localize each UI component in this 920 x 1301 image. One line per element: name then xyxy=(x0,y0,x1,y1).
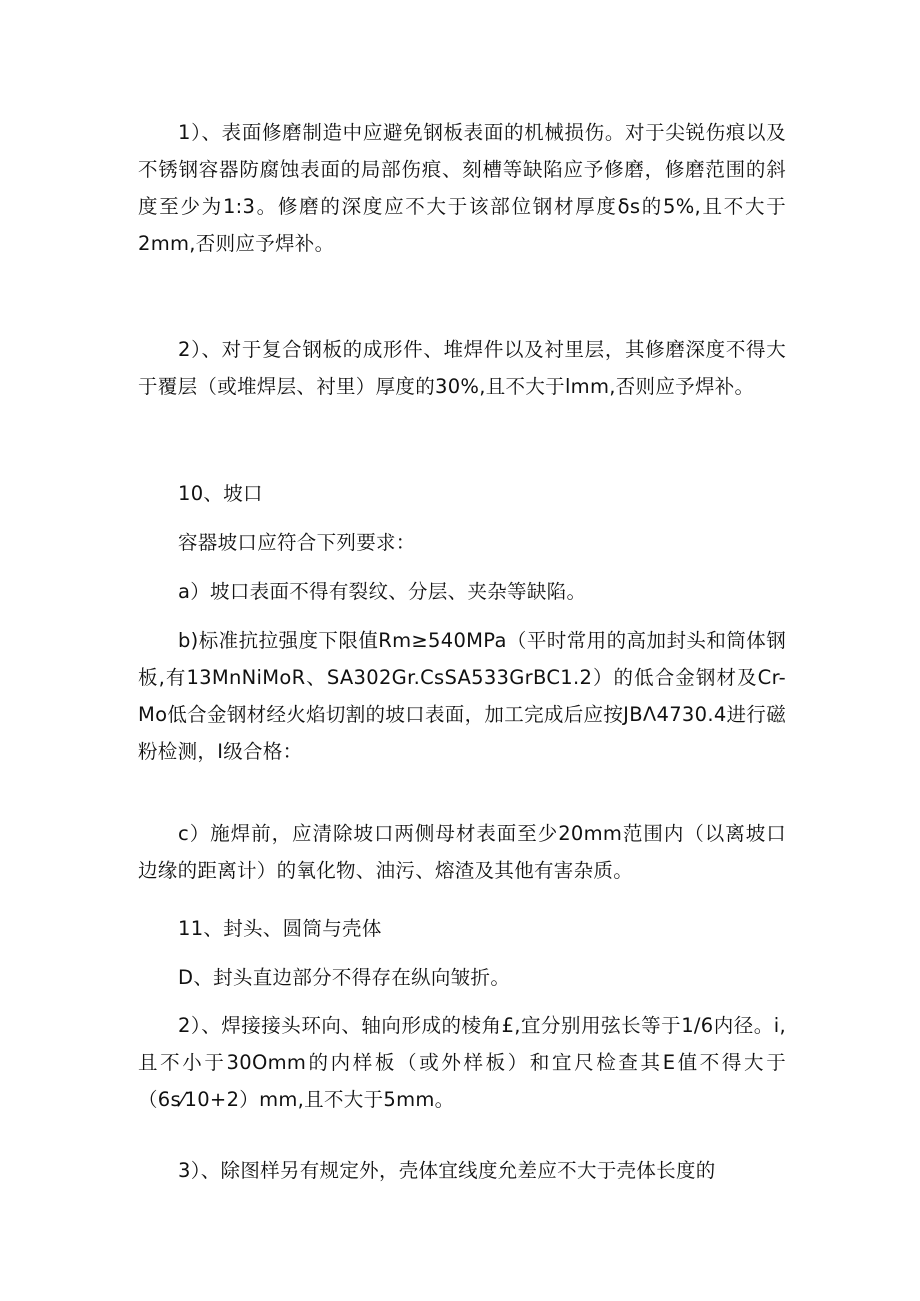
section-heading-heads-shells: 11、封头、圆筒与壳体 xyxy=(178,917,382,940)
paragraph-bevel-b: b)标准抗拉强度下限值Rm≥540MPa（平时常用的高加封头和筒体钢板,有13MnNiMoR、SA302Gr.CsSA533GrBC1.2）的低合金钢材及Cr-Mo低合金钢材经火焰切割的坡口表面，加工完成后应按JBΛ4730.4进行磁粉检测，I级合格： xyxy=(138,629,786,763)
paragraph-bevel-intro: 容器坡口应符合下列要求： xyxy=(178,531,416,554)
paragraph-clad-plate-grinding: 2）、对于复合钢板的成形件、堆焊件以及衬里层，其修磨深度不得大于覆层（或堆焊层、衬里）厚度的30%,且不大于lmm,否则应予焊补。 xyxy=(138,338,786,398)
paragraph-heads-2: 2）、焊接接头环向、轴向形成的棱角£,宜分别用弦长等于1/6内径。i,且不小于30Omm的内样板（或外样板）和宜尺检查其E值不得大于（6s⁄10+2）mm,且不大于5mm。 xyxy=(138,1014,786,1111)
paragraph-surface-grinding: 1）、表面修磨制造中应避免钢板表面的机械损伤。对于尖锐伤痕以及不锈钢容器防腐蚀表面的局部伤痕、刻槽等缺陷应予修磨，修磨范围的斜度至少为1:3。修磨的深度应不大于该部位钢材厚度δs的5%,且不大于2mm,否则应予焊补。 xyxy=(138,121,786,255)
paragraph-bevel-c: c）施焊前，应清除坡口两侧母材表面至少20mm范围内（以离坡口边缘的距离计）的氧化物、油污、熔渣及其他有害杂质。 xyxy=(138,822,786,882)
section-heading-bevel: 10、坡口 xyxy=(178,482,263,505)
paragraph-heads-1: D、封头直边部分不得存在纵向皱折。 xyxy=(178,966,511,989)
paragraph-heads-3: 3）、除图样另有规定外，壳体宜线度允差应不大于壳体长度的 xyxy=(178,1159,716,1182)
paragraph-bevel-a: a）坡口表面不得有裂纹、分层、夹杂等缺陷。 xyxy=(178,580,587,603)
